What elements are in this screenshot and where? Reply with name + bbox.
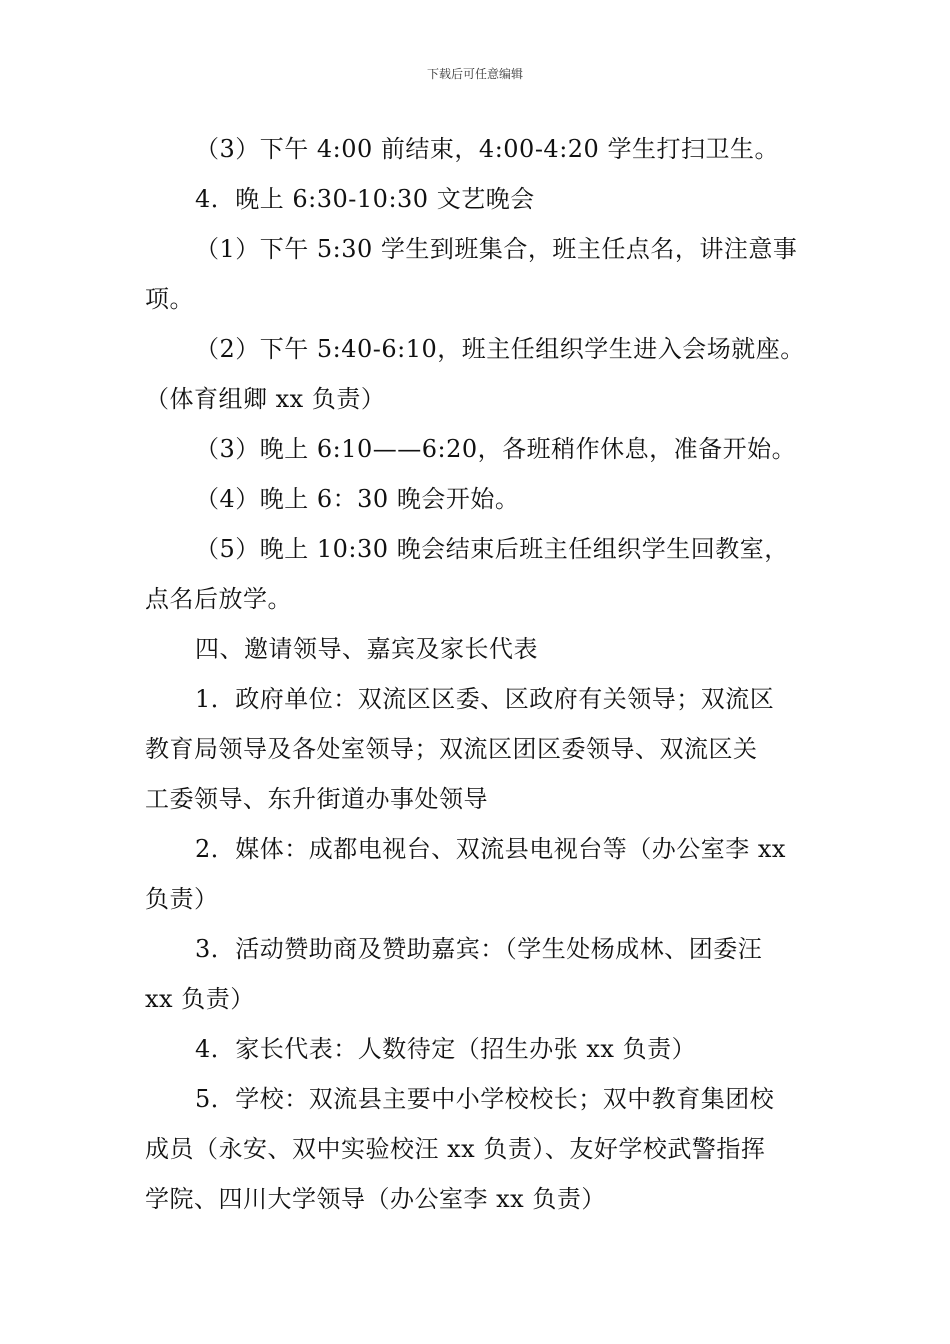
text-line: 成员（永安、双中实验校汪 xx 负责）、友好学校武警指挥: [145, 1135, 766, 1163]
text-line: （2）下午 5:40-6:10，班主任组织学生进入会场就座。: [195, 335, 805, 363]
text-line: 点名后放学。: [145, 585, 292, 613]
text-line: （体育组卿 xx 负责）: [145, 385, 386, 413]
text-line: （5）晚上 10:30 晚会结束后班主任组织学生回教室，: [195, 535, 789, 563]
document-body: [145, 124, 813, 1224]
section-heading: 四、邀请领导、嘉宾及家长代表: [195, 635, 538, 663]
text-line: xx 负责）: [145, 985, 255, 1013]
text-line: （1）下午 5:30 学生到班集合，班主任点名，讲注意事: [195, 235, 798, 263]
text-line: （3）下午 4:00 前结束，4:00-4:20 学生打扫卫生。: [195, 135, 779, 163]
text-line: 4．晚上 6:30-10:30 文艺晚会: [195, 185, 535, 213]
text-line: 1．政府单位：双流区区委、区政府有关领导；双流区: [195, 685, 775, 713]
text-line: 教育局领导及各处室领导；双流区团区委领导、双流区关: [145, 735, 758, 763]
text-line: 工委领导、东升街道办事处领导: [145, 785, 488, 813]
text-line: （3）晚上 6:10——6:20，各班稍作休息，准备开始。: [195, 435, 797, 463]
text-line: （4）晚上 6：30 晚会开始。: [195, 485, 520, 513]
text-line: 3．活动赞助商及赞助嘉宾：（学生处杨成林、团委汪: [195, 935, 763, 963]
text-line: 5．学校：双流县主要中小学校校长；双中教育集团校: [195, 1085, 775, 1113]
text-line: 负责）: [145, 885, 219, 913]
text-line: 2．媒体：成都电视台、双流县电视台等（办公室李 xx: [195, 835, 786, 863]
text-line: 项。: [145, 285, 194, 313]
text-line: 4．家长代表：人数待定（招生办张 xx 负责）: [195, 1035, 697, 1063]
text-line: 学院、四川大学领导（办公室李 xx 负责）: [145, 1185, 606, 1213]
page-header: 下载后可任意编辑: [426, 67, 523, 81]
